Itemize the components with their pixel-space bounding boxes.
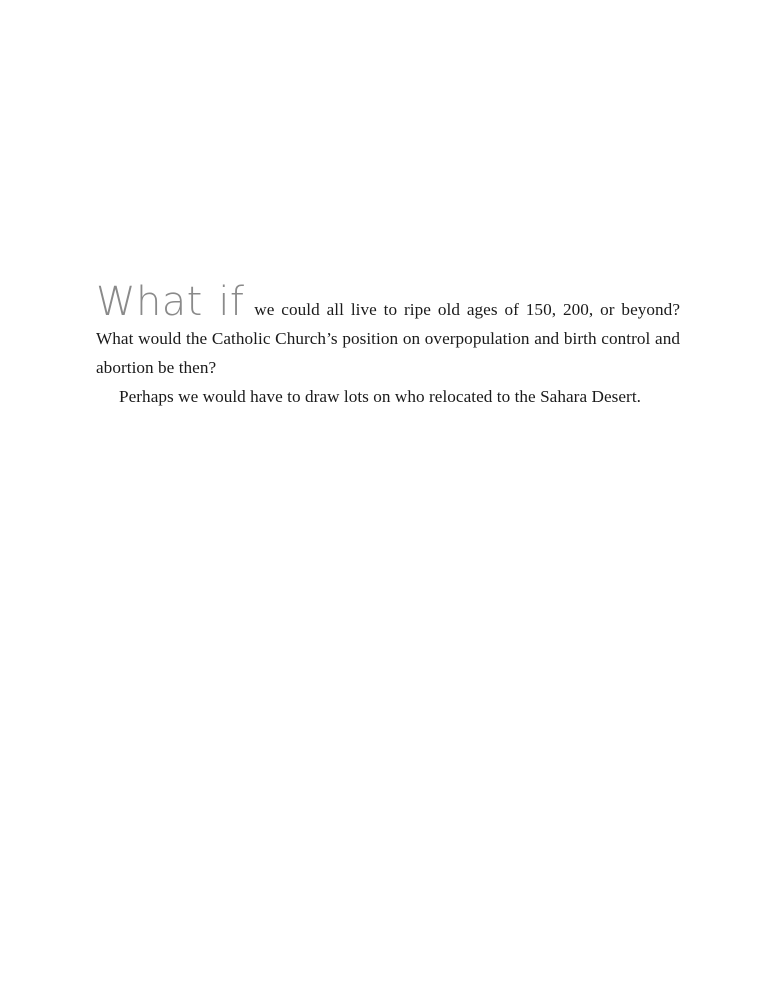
paragraph-what-if: [96, 279, 680, 382]
paragraph-body: we could all live to ripe old ages of 150, 200, or beyond? What would the Catholic Church’s position on overpopulation and birth control and abortion be then?: [96, 300, 680, 377]
lead-in-heading: What if: [96, 279, 245, 325]
paragraph-sahara: Perhaps we would have to draw lots on who relocated to the Sahara Desert.: [119, 387, 641, 406]
body-text: [96, 279, 680, 411]
